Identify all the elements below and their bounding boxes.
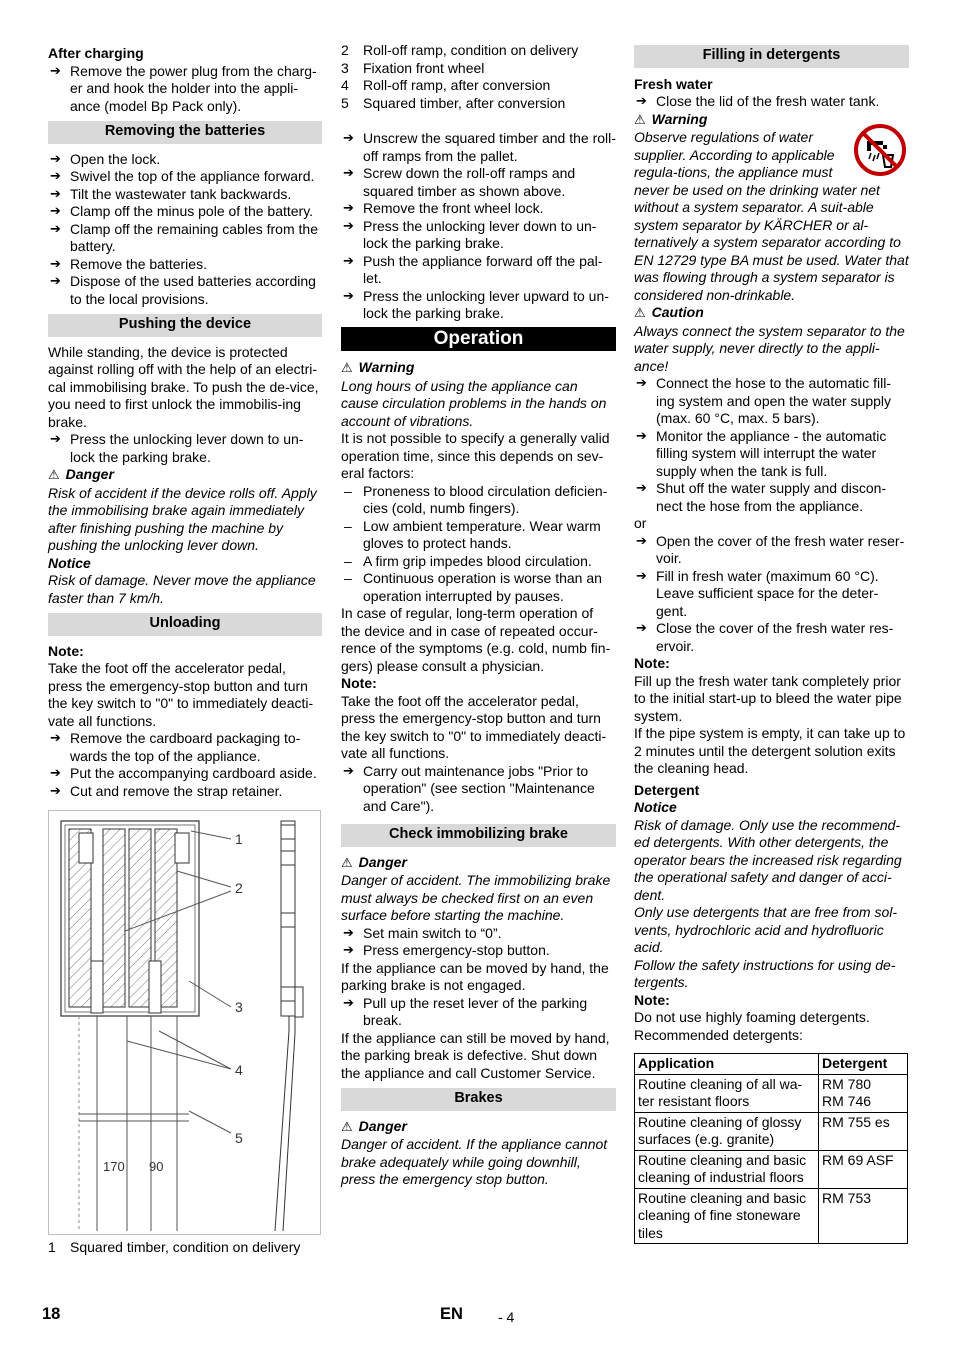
table-row <box>635 1074 908 1112</box>
removing-step: ➔ Clamp off the minus pole of the battery. <box>48 203 322 221</box>
table-cell: Routine cleaning of all wa-ter resistant floors <box>635 1074 819 1112</box>
removing-step: ➔ Remove the batteries. <box>48 256 322 274</box>
callout-2: 2 <box>235 880 243 896</box>
removing-step: ➔ Clamp off the remaining cables from the battery. <box>48 221 322 256</box>
legend-item: 5 Squared timber, after conversion <box>341 94 566 111</box>
notice-text: Risk of damage. Never move the appliance faster than 7 km/h. <box>48 572 316 606</box>
check-text-2: If the appliance can still be moved by hand, the parking break is defective. Shut down the appliance and call Customer Service. <box>341 1029 610 1081</box>
detergent-table <box>634 1053 908 1244</box>
pallet-unloading-figure <box>48 810 321 1235</box>
table-cell: RM 753 <box>819 1188 908 1244</box>
warning-text: Long hours of using the appliance can cause circulation problems in the hands on account of vibrations. <box>341 377 607 429</box>
dimension-170: 170 <box>103 1159 125 1174</box>
caution-label: ⚠ Caution <box>634 304 704 321</box>
fill-step: ➔ Connect the hose to the automatic fill-ing system and open the water supply (max. 60 °C, max. 5 bars). <box>634 375 909 428</box>
operation-text-2: In case of regular, long-term operation of the device and in case of repeated occur-rence of the symptoms (e.g. cold, numb fin-gers) please consult a physician. <box>341 605 611 674</box>
note-label: Note: <box>634 991 670 1008</box>
pallet-drawing <box>49 811 320 1234</box>
unloading-step: ➔ Cut and remove the strap retainer. <box>48 783 322 801</box>
after-charging-step: ➔ Remove the power plug from the charg-er and hook the holder into the appli-ance (model Bp Pack only). <box>48 63 322 116</box>
warning-triangle-icon: ⚠ <box>634 306 646 321</box>
fresh-water-step: ➔ Close the lid of the fresh water tank. <box>634 93 909 111</box>
table-cell: RM 69 ASF <box>819 1150 908 1188</box>
danger-label: ⚠ Danger <box>341 1117 407 1135</box>
note-text: Take the foot off the accelerator pedal, press the emergency-stop button and turn the key switch to "0" to immediately deacti-vate all functions. <box>48 660 314 729</box>
column-right <box>634 42 909 1244</box>
fill-step: ➔ Shut off the water supply and discon-nect the hose from the appliance. <box>634 480 909 515</box>
removing-step: ➔ Open the lock. <box>48 151 322 169</box>
note-text: Take the foot off the accelerator pedal, press the emergency-stop button and turn the key switch to "0" to immediately deacti-vate all functions. <box>341 692 607 761</box>
caution-text: Always connect the system separator to the water supply, never directly to the appli-ance! <box>634 322 905 374</box>
unload-step: ➔ Remove the front wheel lock. <box>341 200 616 218</box>
language-code: EN <box>440 1305 463 1323</box>
note-label: Note: <box>48 642 84 659</box>
pushing-text: While standing, the device is protected against rolling off with the help of an electri-cal immobilising brake. To push the de-vice, you need to first unlock the immobilis-ing brake. <box>48 343 319 430</box>
dimension-90: 90 <box>149 1159 164 1174</box>
column-middle <box>341 42 616 1189</box>
table-cell: Routine cleaning of glossy surfaces (e.g. granite) <box>635 1112 819 1150</box>
table-cell: Routine cleaning and basic cleaning of fine stoneware tiles <box>635 1188 819 1244</box>
unloading-heading: Unloading <box>48 613 322 636</box>
removing-batteries-heading: Removing the batteries <box>48 121 322 144</box>
unload-step: ➔ Press the unlocking lever down to un-lock the parking brake. <box>341 218 616 253</box>
warning-text: Observe regulations of water supplier. According to applicable regula-tions, the appliance must never be used on the drinking water net without a system separator. A suit-able system separator by KÄRCHER or al-ternatively a system separator according to EN 12729 type BA must be used. Water that was flowing through a system separator is considered non-drinkable. <box>634 129 909 304</box>
check-step: ➔ Press emergency-stop button. <box>341 942 616 960</box>
pushing-step: ➔ Press the unlocking lever down to un-lock the parking brake. <box>48 431 322 466</box>
notice-text: Risk of damage. Only use the recommend-ed detergents. With other detergents, the operator bears the increased risk regarding the operational safety and danger of acci-dent. <box>634 816 902 903</box>
notice-label: Notice <box>48 554 91 571</box>
brakes-heading: Brakes <box>341 1088 616 1111</box>
notice-text: Only use detergents that are free from sol-vents, hydrochloric acid and hydrofluoric acid. <box>634 904 898 955</box>
table-cell: RM 755 es <box>819 1112 908 1150</box>
check-step: ➔ Pull up the reset lever of the parking break. <box>341 995 616 1030</box>
notice-text: Follow the safety instructions for using de-tergents. <box>634 956 896 990</box>
warning-triangle-icon: ⚠ <box>341 855 353 871</box>
table-row <box>635 1150 908 1188</box>
warning-triangle-icon: ⚠ <box>341 1119 353 1135</box>
table-row <box>635 1188 908 1244</box>
operation-text: It is not possible to specify a generally valid operation time, since this depends on sev-eral factors: <box>341 430 610 481</box>
removing-step: ➔ Dispose of the used batteries according to the local provisions. <box>48 273 322 308</box>
legend-item: 3 Fixation front wheel <box>341 59 485 76</box>
unload-step: ➔ Screw down the roll-off ramps and squared timber as shown above. <box>341 165 616 200</box>
after-charging-title: After charging <box>48 45 144 61</box>
table-header: Application <box>635 1054 819 1075</box>
table-header-row <box>635 1054 908 1075</box>
warning-label: ⚠ Warning <box>634 110 708 128</box>
notice-label: Notice <box>634 799 677 815</box>
check-text: If the appliance can be moved by hand, the parking brake is not engaged. <box>341 959 609 993</box>
danger-label: ⚠ Danger <box>341 853 407 871</box>
check-step: ➔ Set main switch to “0”. <box>341 925 616 943</box>
fill-step: ➔ Fill in fresh water (maximum 60 °C). Leave sufficient space for the deter-gent. <box>634 568 909 621</box>
column-left <box>48 42 322 1257</box>
warning-triangle-icon: ⚠ <box>341 361 353 376</box>
check-brake-heading: Check immobilizing brake <box>341 824 616 847</box>
note-label: Note: <box>634 655 670 671</box>
table-cell: RM 780 RM 746 <box>819 1074 908 1112</box>
or-text: or <box>634 515 647 531</box>
factor-item: – A firm grip impedes blood circulation. <box>341 553 616 571</box>
page-number: 18 <box>42 1305 61 1323</box>
danger-text: Danger of accident. The immobilizing brake must always be checked first on an even surface before starting the machine. <box>341 872 611 923</box>
note-text: Do not use highly foaming detergents. <box>634 1009 870 1025</box>
danger-text: Risk of accident if the device rolls off. Apply the immobilising brake again immediately after finishing pushing the machine by pushing the unlocking lever down. <box>48 484 317 553</box>
unload-step: ➔ Unscrew the squared timber and the roll-off ramps from the pallet. <box>341 130 616 165</box>
unloading-step: ➔ Remove the cardboard packaging to-wards the top of the appliance. <box>48 730 322 765</box>
brakes-danger-text: Danger of accident. If the appliance cannot brake adequately while going downhill, press the emergency stop button. <box>341 1136 608 1187</box>
legend-item: 4 Roll-off ramp, after conversion <box>341 77 551 93</box>
operation-heading: Operation <box>341 327 616 352</box>
sub-page-number: - 4 <box>498 1309 515 1325</box>
fresh-water-title: Fresh water <box>634 75 713 92</box>
note-text: Recommended detergents: <box>634 1026 803 1043</box>
note-step: ➔ Carry out maintenance jobs "Prior to operation" (see section "Maintenance and Care"). <box>341 763 616 816</box>
warning-triangle-icon: ⚠ <box>634 112 646 128</box>
factor-item: – Low ambient temperature. Wear warm gloves to protect hands. <box>341 518 616 553</box>
removing-step: ➔ Tilt the wastewater tank backwards. <box>48 186 322 204</box>
callout-5: 5 <box>235 1130 243 1146</box>
note-text: Fill up the fresh water tank completely prior to the initial start-up to bleed the water pipe system. <box>634 672 902 724</box>
callout-3: 3 <box>235 999 243 1015</box>
table-header: Detergent <box>819 1054 908 1075</box>
unload-step: ➔ Push the appliance forward off the pal-let. <box>341 253 616 288</box>
detergent-title: Detergent <box>634 781 700 798</box>
unloading-step: ➔ Put the accompanying cardboard aside. <box>48 765 322 783</box>
removing-step: ➔ Swivel the top of the appliance forward. <box>48 168 322 186</box>
warning-label: ⚠ Warning <box>341 359 415 376</box>
factor-item: – Continuous operation is worse than an operation interrupted by pauses. <box>341 570 616 605</box>
pushing-device-heading: Pushing the device <box>48 314 322 337</box>
callout-1: 1 <box>235 831 243 847</box>
fill-step: ➔ Close the cover of the fresh water res-ervoir. <box>634 620 909 655</box>
legend-item: 1 Squared timber, condition on delivery <box>48 1239 301 1255</box>
note-label: Note: <box>341 675 377 691</box>
no-drinking-water-icon <box>853 123 907 177</box>
legend-item: 2 Roll-off ramp, condition on delivery <box>341 42 579 58</box>
note-text: If the pipe system is empty, it can take up to 2 minutes until the detergent solution exits the cleaning head. <box>634 725 906 776</box>
filling-detergents-heading: Filling in detergents <box>634 45 909 68</box>
factor-item: – Proneness to blood circulation deficien-cies (cold, numb fingers). <box>341 483 616 518</box>
fill-step: ➔ Open the cover of the fresh water reser-voir. <box>634 533 909 568</box>
warning-triangle-icon: ⚠ <box>48 468 60 483</box>
table-cell: Routine cleaning and basic cleaning of industrial floors <box>635 1150 819 1188</box>
danger-label: ⚠ Danger <box>48 466 114 483</box>
callout-4: 4 <box>235 1062 243 1078</box>
fill-step: ➔ Monitor the appliance - the automatic filling system will interrupt the water supply when the tank is full. <box>634 428 909 481</box>
unload-step: ➔ Press the unlocking lever upward to un-lock the parking brake. <box>341 288 616 323</box>
table-row <box>635 1112 908 1150</box>
